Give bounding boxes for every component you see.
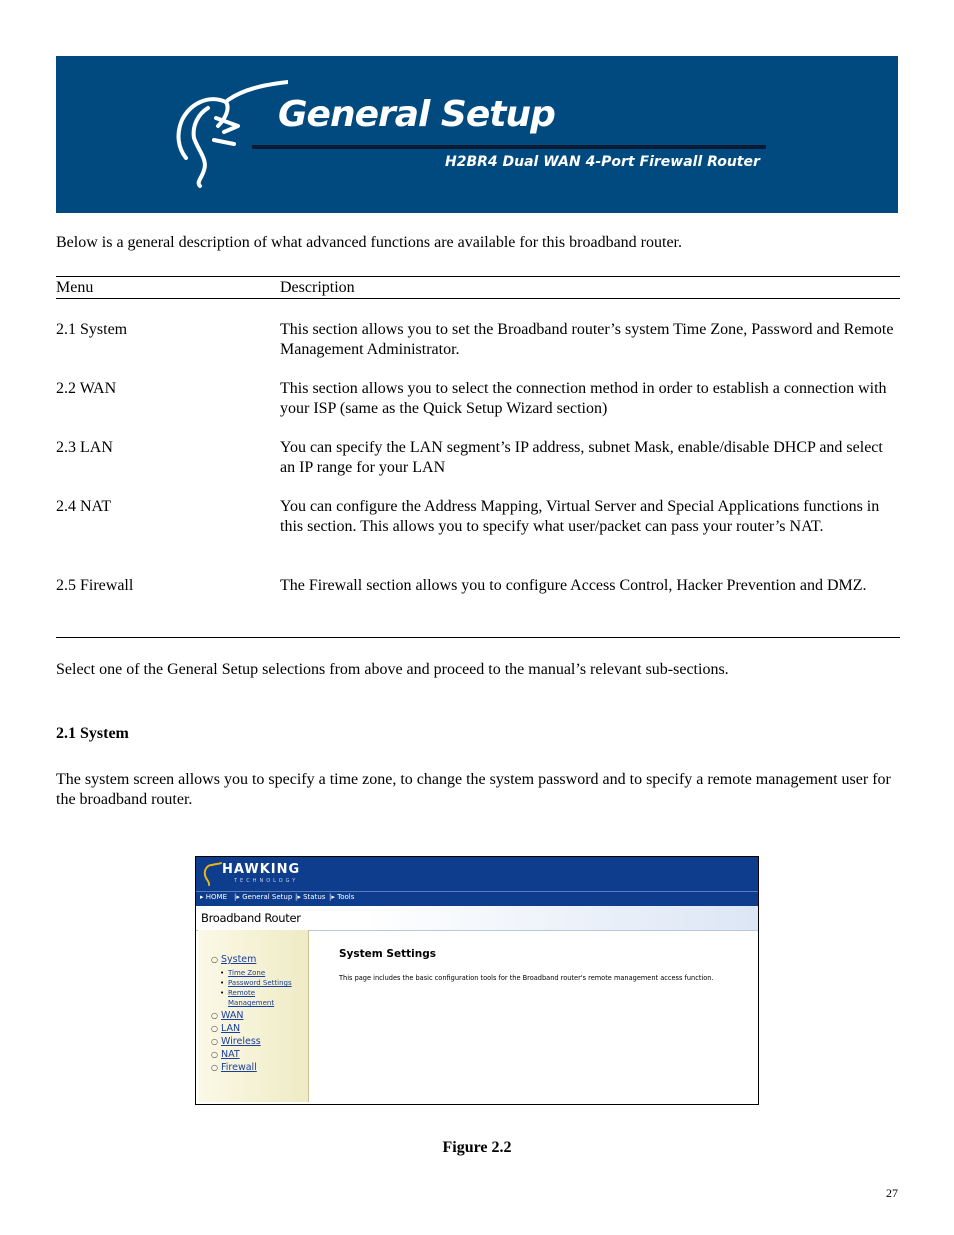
sidebar-subitem-password-settings[interactable]: Password Settings <box>228 979 292 987</box>
product-name: Broadband Router <box>201 911 301 925</box>
row-menu-label: 2.3 LAN <box>56 439 113 456</box>
screenshot-header <box>196 857 758 891</box>
row-menu-label: 2.1 System <box>56 321 128 338</box>
sidebar-subitem-time-zone[interactable]: Time Zone <box>228 969 266 977</box>
banner-divider <box>252 145 766 149</box>
table-top-rule <box>56 276 900 277</box>
nav-status[interactable]: |▸ Status <box>295 893 326 901</box>
header-banner <box>56 56 898 213</box>
row-menu-label: 2.4 NAT <box>56 498 112 515</box>
sidebar-item-wan[interactable]: ○ WAN <box>211 1010 243 1021</box>
hawk-logo-icon <box>168 74 288 192</box>
section-heading: 2.1 System <box>56 725 129 742</box>
nav-tools[interactable]: |▸ Tools <box>329 893 355 901</box>
table-header-rule <box>56 298 900 299</box>
row-description: This section allows you to select the connection method in order to establish a connection with your ISP (same as the Quick Setup Wizard section) <box>280 380 887 417</box>
screenshot-nav <box>196 891 758 906</box>
row-menu-label: 2.2 WAN <box>56 380 117 397</box>
screenshot-titlebar <box>196 906 758 931</box>
sidebar-subitem-management[interactable]: Management <box>228 999 275 1007</box>
page-number: 27 <box>886 1186 898 1200</box>
content-description: This page includes the basic configuration tools for the Broadband router's remote management access function. <box>339 974 714 982</box>
brand-logo-text: HAWKING <box>222 862 301 877</box>
screenshot-sidebar <box>198 930 309 1102</box>
row-description: The Firewall section allows you to configure Access Control, Hacker Prevention and DMZ. <box>280 577 867 594</box>
select-note: Select one of the General Setup selections from above and proceed to the manual’s relevant sub-sections. <box>56 661 729 678</box>
banner-title: General Setup <box>278 94 555 135</box>
figure-caption: Figure 2.2 <box>442 1139 512 1156</box>
bullet-icon: • <box>220 989 225 997</box>
banner-subtitle: H2BR4 Dual WAN 4-Port Firewall Router <box>445 154 760 170</box>
sidebar-item-system[interactable]: ○ System <box>211 954 256 965</box>
hawk-logo-icon <box>202 861 222 887</box>
intro-paragraph: Below is a general description of what advanced functions are available for this broadband router. <box>56 234 682 251</box>
nav-general-setup[interactable]: |▸ General Setup <box>234 893 293 901</box>
row-description: You can configure the Address Mapping, Virtual Server and Special Applications functions in this section. This allows you to specify what user/packet can pass your router’s NAT. <box>280 498 880 535</box>
row-description: You can specify the LAN segment’s IP address, subnet Mask, enable/disable DHCP and select an IP range for your LAN <box>280 439 883 476</box>
sidebar-item-nat[interactable]: ○ NAT <box>211 1049 240 1060</box>
sidebar-item-wireless[interactable]: ○ Wireless <box>211 1036 261 1047</box>
router-screenshot <box>195 856 759 1105</box>
nav-home[interactable]: ▸ HOME <box>200 893 227 901</box>
row-menu-label: 2.5 Firewall <box>56 577 134 594</box>
bullet-icon: • <box>220 979 225 987</box>
column-header-menu: Menu <box>56 279 94 296</box>
row-description: This section allows you to set the Broadband router’s system Time Zone, Password and Remote Management Administrator. <box>280 321 894 358</box>
section-paragraph: The system screen allows you to specify a time zone, to change the system password and to specify a remote management user for the broadband router. <box>56 771 891 808</box>
content-title: System Settings <box>339 948 436 960</box>
sidebar-item-lan[interactable]: ○ LAN <box>211 1023 240 1034</box>
sidebar-item-firewall[interactable]: ○ Firewall <box>211 1062 257 1073</box>
column-header-description: Description <box>280 279 355 296</box>
sidebar-subitem-remote[interactable]: Remote <box>228 989 256 997</box>
bullet-icon: • <box>220 969 225 977</box>
table-bottom-rule <box>56 637 900 638</box>
brand-logo-subtext: TECHNOLOGY <box>234 878 299 884</box>
